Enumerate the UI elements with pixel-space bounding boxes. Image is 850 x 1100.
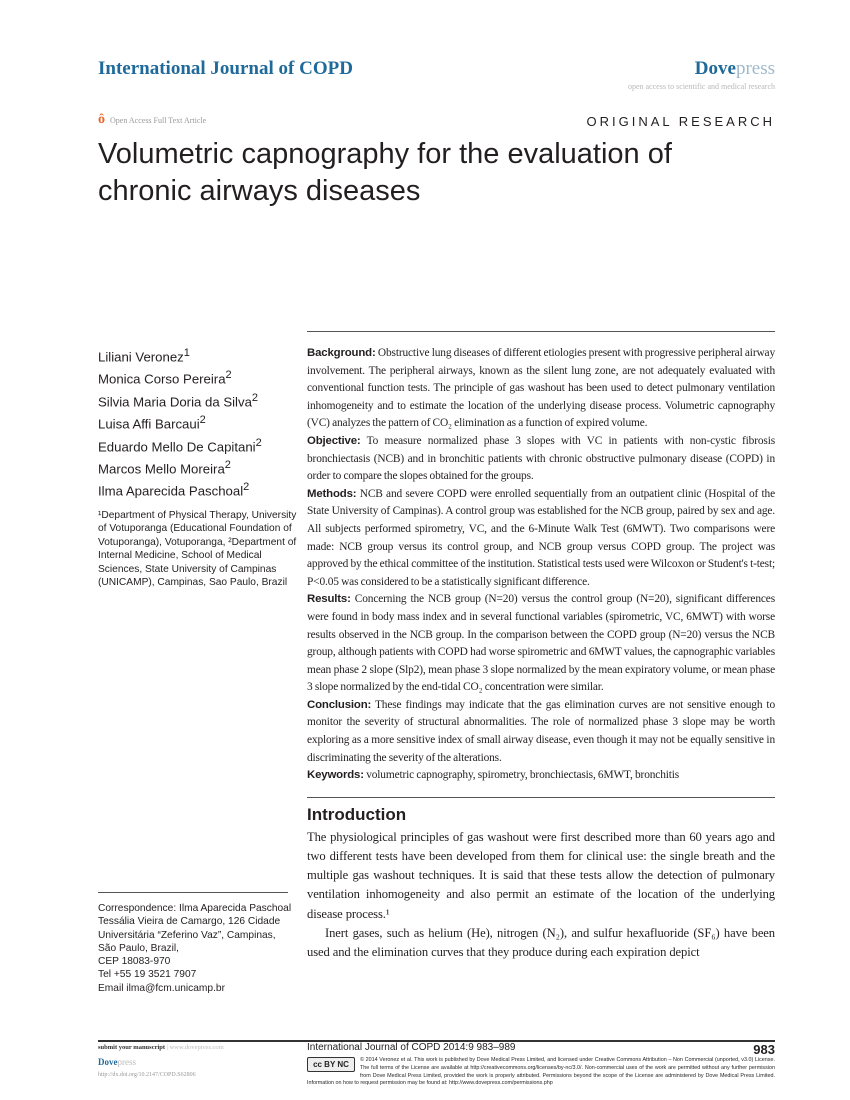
open-access-icon: ô — [98, 112, 105, 127]
open-access-label — [98, 112, 206, 128]
author-list — [98, 344, 298, 501]
section-heading: Introduction — [307, 804, 407, 824]
correspondence — [98, 902, 293, 995]
page-number: 983 — [753, 1042, 775, 1057]
citation: International Journal of COPD 2014:9 983–989 — [307, 1042, 516, 1053]
divider — [98, 892, 288, 893]
abstract-background: Background: Obstructive lung diseases of different etiologies present with progressive peripheral airway involvement. The peripheral airways, known as the silent lung zone, are not adequately evaluated with conventional function tests. The principle of gas washout has been used to detect pulmonary ventilation inhomogeneity and to estimate the location of the underlying disease process. Volumetric capnography (VC) analyzes the pattern of CO₂ elimination as a function of expired volume. — [307, 347, 775, 430]
divider — [307, 331, 775, 332]
license-block — [307, 1057, 775, 1088]
author: Liliani Veronez$^1$ — [98, 347, 190, 365]
abstract-methods: Methods: NCB and severe COPD were enrolled sequentially from an outpatient clinic (Hospital of the State University of Campinas). A control group was established for the NCB group, paired by sex and age. All subjects performed spirometry, VC, and the 6-Minute Walk Test (6MWT). Two comparisons were made: NCB group versus its control group, and NCB group versus COPD group. The project was approved by the ethical committee of the institution. Statistical tests used were Wilcoxon or Student's t-test; P<0.05 was considered to be a statistically significant difference. — [307, 487, 775, 588]
correspondence-postcode: CEP 18083-970 — [98, 956, 171, 968]
license-text: © 2014 Veronez et al. This work is published by Dove Medical Press Limited, and licensed under Creative Commons Attribution – Non Commercial (unported, v3.0) License. The full terms of the License are available at http://creativecommons.org/licenses/by-nc/3.0/. Non-commercial uses of the work are permitted without any further permission from Dove Medical Press Limited, provided the work is properly attributed. Permissions beyond the scope of the License are administered by Dove Medical Press Limited. Information on how to request permission may be found at: http://www.dovepress.com/permissions.php — [307, 1057, 775, 1087]
article-type: ORIGINAL RESEARCH — [586, 114, 775, 129]
journal-name: International Journal of COPD — [98, 58, 353, 79]
footer-publisher-logo[interactable]: Dovepress — [98, 1057, 136, 1067]
abstract — [307, 345, 775, 785]
correspondence-phone: Tel +55 19 3521 7907 — [98, 969, 197, 981]
correspondence-address: Tessália Vieira de Camargo, 126 Cidade Universitária “Zeferino Vaz”, Campinas, São Paulo, Brazil, — [98, 916, 281, 954]
publisher-tagline: open access to scientific and medical research — [627, 82, 775, 91]
paragraph: Inert gases, such as helium (He), nitrogen (N₂), and sulfur hexafluoride (SF₆) have been used and the elimination curves that they produce during each expiration depict — [307, 925, 775, 960]
author: Ilma Aparecida Paschoal$^2$ — [98, 481, 250, 499]
abstract-conclusion: Conclusion: These findings may indicate that the gas elimination curves are not sensitive enough to monitor the severity of structural abnormalities. The role of normalized phase 3 slope may be worth exploring as a more sensitive index of small airway disease, even though it may not be equally sensitive in discriminating the severity of the alterations. — [307, 698, 775, 764]
abstract-results: Results: Concerning the NCB group (N=20) versus the control group (N=20), significant differences were found in body mass index and in several functional variables (spirometric, VC, 6MWT) with worse results observed in the NCB group. In the comparison between the COPD group (N=20) versus the NCB group, although patients with COPD had worse spirometric and 6MWT values, the capnographic variables mean phase 2 slope (Slp2), mean phase 3 slope normalized by the mean expiratory volume, or mean phase 3 slope normalized by the end-tidal CO₂ concentration were similar. — [307, 593, 775, 694]
correspondence-name: Correspondence: Ilma Aparecida Paschoal — [98, 903, 292, 914]
left-column — [98, 344, 298, 590]
author: Marcos Mello Moreira$^2$ — [98, 458, 231, 477]
correspondence-email[interactable]: Email ilma@fcm.unicamp.br — [98, 982, 225, 994]
article-title: Volumetric capnography for the evaluation of chronic airways diseases — [98, 138, 672, 207]
publisher-logo[interactable] — [695, 58, 775, 80]
divider — [307, 797, 775, 798]
introduction-body — [307, 828, 775, 962]
author: Eduardo Mello De Capitani$^2$ — [98, 436, 262, 454]
author: Silvia Maria Doria da Silva$^2$ — [98, 391, 259, 410]
creative-commons-icon[interactable]: cc BY NC — [307, 1057, 355, 1072]
affiliations: ¹Department of Physical Therapy, University of Votuporanga (Educational Foundation of Votuporanga), Votuporanga, ²Department of Internal Medicine, School of Medical Sciences, State University of Campinas (UNICAMP), Campinas, Sao Paulo, Brazil — [98, 509, 297, 589]
author: Luisa Affi Barcaui$^2$ — [98, 414, 206, 432]
abstract-objective: Objective: To measure normalized phase 3 slopes with VC in patients with non-cystic fibrosis bronchiectasis (NCB) and in bronchitic patients with chronic obstructive pulmonary disease (COPD) in order to compare the slopes obtained for the groups. — [307, 434, 775, 483]
submit-link[interactable]: submit your manuscript | www.dovepress.com — [98, 1044, 224, 1051]
open-access-text: Open Access Full Text Article — [110, 115, 207, 125]
right-column — [307, 345, 775, 962]
paragraph: The physiological principles of gas washout were first described more than 60 years ago and two different tests have been developed from them for clinical use: the single breath and the multiple gas washout techniques. It is said that these tests allow the detection of pulmonary ventilation inhomogeneity and also permit an estimate of the location of the underlying disease process.¹ — [307, 829, 775, 921]
publisher-a: Dove — [694, 58, 736, 79]
doi-link[interactable]: http://dx.doi.org/10.2147/COPD.S62806 — [98, 1072, 196, 1078]
publisher-b: press — [735, 58, 775, 79]
author: Monica Corso Pereira$^2$ — [98, 369, 232, 387]
keywords: Keywords: volumetric capnography, spirometry, bronchiectasis, 6MWT, bronchitis — [307, 769, 680, 782]
